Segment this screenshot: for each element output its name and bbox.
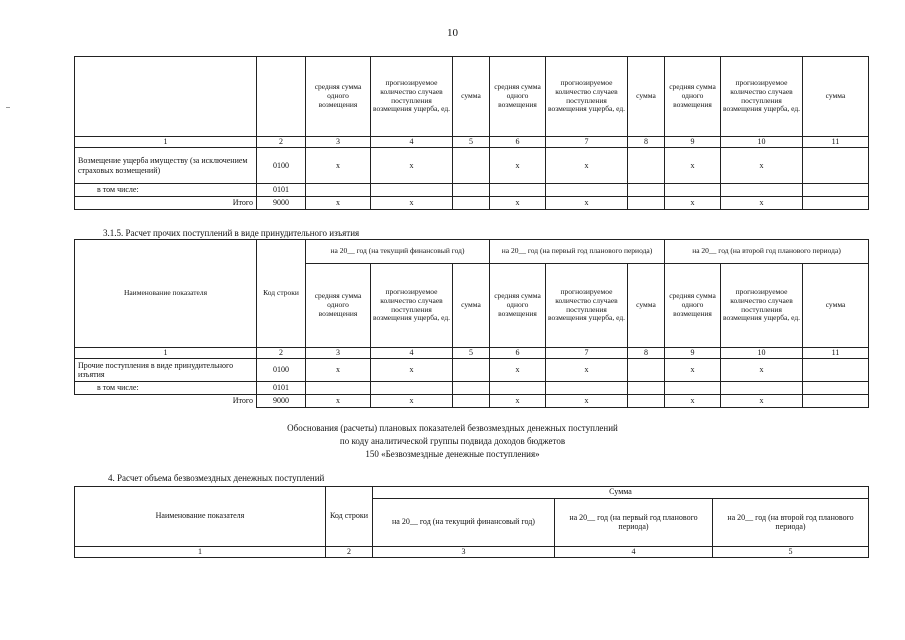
row-name: в том числе: xyxy=(75,382,257,395)
col-num: 4 xyxy=(371,137,453,148)
forecast-header: прогнозируемое количество случаев поступления возмещения ущерба, ед. xyxy=(371,264,453,348)
row-code: 0101 xyxy=(257,382,306,395)
col-num: 3 xyxy=(306,137,371,148)
sum-header: сумма xyxy=(453,57,490,137)
damage-compensation-table xyxy=(74,56,869,210)
row-name: Возмещение ущерба имуществу (за исключением страховых возмещений) xyxy=(75,148,257,184)
x-cell: x xyxy=(371,197,453,210)
x-cell: x xyxy=(665,395,721,408)
x-cell: x xyxy=(721,359,803,382)
row-code: 0100 xyxy=(257,359,306,382)
x-cell: x xyxy=(665,148,721,184)
col-num: 2 xyxy=(326,547,373,558)
header-blank xyxy=(257,57,306,137)
avg-header: средняя сумма одного возмещения xyxy=(490,57,546,137)
col-num: 1 xyxy=(75,348,257,359)
col-num: 10 xyxy=(721,137,803,148)
col-num: 1 xyxy=(75,547,326,558)
col-num: 3 xyxy=(373,547,555,558)
table-row xyxy=(75,382,869,395)
x-cell: x xyxy=(546,359,628,382)
total-label: Итого xyxy=(75,395,257,408)
column-number-row xyxy=(75,547,869,558)
col-num: 6 xyxy=(490,348,546,359)
x-cell: x xyxy=(546,395,628,408)
table-row xyxy=(75,184,869,197)
x-cell: x xyxy=(721,197,803,210)
col-num: 8 xyxy=(628,348,665,359)
column-number-row xyxy=(75,137,869,148)
col-num: 11 xyxy=(803,137,869,148)
x-cell: x xyxy=(490,395,546,408)
x-cell: x xyxy=(371,359,453,382)
sum-group-header: Сумма xyxy=(373,487,869,499)
x-cell: x xyxy=(721,148,803,184)
row-code: 0100 xyxy=(257,148,306,184)
x-cell: x xyxy=(490,148,546,184)
row-name: Прочие поступления в виде принудительного изъятия xyxy=(75,359,257,382)
col-num: 5 xyxy=(713,547,869,558)
period-second-plan-header: на 20__ год (на второй год планового периода) xyxy=(665,240,869,264)
col-num: 4 xyxy=(371,348,453,359)
forecast-header: прогнозируемое количество случаев поступления возмещения ущерба, ед. xyxy=(371,57,453,137)
code-header: Код строки xyxy=(257,240,306,348)
gratuitous-receipts-table xyxy=(74,486,869,558)
sum-header: сумма xyxy=(628,57,665,137)
col-num: 9 xyxy=(665,137,721,148)
forecast-header: прогнозируемое количество случаев поступления возмещения ущерба, ед. xyxy=(721,57,803,137)
avg-header: средняя сумма одного возмещения xyxy=(665,264,721,348)
avg-header: средняя сумма одного возмещения xyxy=(306,57,371,137)
period-second-plan-header: на 20__ год (на второй год планового периода) xyxy=(713,499,869,547)
section-4-title: 4. Расчет объема безвозмездных денежных поступлений xyxy=(108,473,325,483)
row-code: 9000 xyxy=(257,395,306,408)
x-cell: x xyxy=(306,197,371,210)
col-num: 3 xyxy=(306,348,371,359)
name-header: Наименование показателя xyxy=(75,487,326,547)
justification-line-3: 150 «Безвозмездные денежные поступления» xyxy=(365,449,540,459)
total-label: Итого xyxy=(75,197,257,210)
table-row-total xyxy=(75,395,869,408)
table-row xyxy=(75,148,869,184)
section-3-1-5-title: 3.1.5. Расчет прочих поступлений в виде принудительного изъятия xyxy=(103,228,360,238)
period-first-plan-header: на 20__ год (на первый год планового периода) xyxy=(490,240,665,264)
sum-header-row xyxy=(75,487,869,499)
forced-seizure-table xyxy=(74,239,869,408)
col-num: 1 xyxy=(75,137,257,148)
row-code: 0101 xyxy=(257,184,306,197)
period-first-plan-header: на 20__ год (на первый год планового периода) xyxy=(555,499,713,547)
col-num: 10 xyxy=(721,348,803,359)
x-cell: x xyxy=(306,395,371,408)
x-cell: x xyxy=(306,359,371,382)
col-num: 7 xyxy=(546,348,628,359)
x-cell: x xyxy=(371,148,453,184)
forecast-header: прогнозируемое количество случаев поступления возмещения ущерба, ед. xyxy=(546,264,628,348)
avg-header: средняя сумма одного возмещения xyxy=(306,264,371,348)
col-num: 5 xyxy=(453,137,490,148)
forecast-header: прогнозируемое количество случаев поступления возмещения ущерба, ед. xyxy=(546,57,628,137)
header-blank xyxy=(75,57,257,137)
period-current-header: на 20__ год (на текущий финансовый год) xyxy=(373,499,555,547)
sum-header: сумма xyxy=(803,264,869,348)
justification-line-2: по коду аналитической группы подвида доходов бюджетов xyxy=(339,436,566,446)
x-cell: x xyxy=(306,148,371,184)
col-num: 6 xyxy=(490,137,546,148)
sum-header: сумма xyxy=(453,264,490,348)
empty-cell xyxy=(803,148,869,184)
x-cell: x xyxy=(665,359,721,382)
name-header: Наименование показателя xyxy=(75,240,257,348)
col-num: 7 xyxy=(546,137,628,148)
col-num: 11 xyxy=(803,348,869,359)
avg-header: средняя сумма одного возмещения xyxy=(665,57,721,137)
col-num: 2 xyxy=(257,137,306,148)
justification-line-1: Обоснования (расчеты) плановых показателей безвозмездных денежных поступлений xyxy=(287,423,618,433)
margin-mark xyxy=(6,107,10,108)
x-cell: x xyxy=(490,197,546,210)
row-name: в том числе: xyxy=(75,184,257,197)
header-row xyxy=(75,57,869,137)
col-num: 8 xyxy=(628,137,665,148)
x-cell: x xyxy=(490,359,546,382)
table-row xyxy=(75,359,869,382)
avg-header: средняя сумма одного возмещения xyxy=(490,264,546,348)
col-num: 5 xyxy=(453,348,490,359)
col-num: 9 xyxy=(665,348,721,359)
empty-cell xyxy=(453,148,490,184)
empty-cell xyxy=(628,148,665,184)
page-number: 10 xyxy=(447,27,458,39)
x-cell: x xyxy=(371,395,453,408)
sum-header: сумма xyxy=(803,57,869,137)
code-header: Код строки xyxy=(326,487,373,547)
period-current-header: на 20__ год (на текущий финансовый год) xyxy=(306,240,490,264)
x-cell: x xyxy=(546,148,628,184)
column-number-row xyxy=(75,348,869,359)
row-code: 9000 xyxy=(257,197,306,210)
x-cell: x xyxy=(665,197,721,210)
col-num: 4 xyxy=(555,547,713,558)
sum-header: сумма xyxy=(628,264,665,348)
table-row-total xyxy=(75,197,869,210)
col-num: 2 xyxy=(257,348,306,359)
period-header-row xyxy=(75,240,869,264)
forecast-header: прогнозируемое количество случаев поступления возмещения ущерба, ед. xyxy=(721,264,803,348)
x-cell: x xyxy=(546,197,628,210)
x-cell: x xyxy=(721,395,803,408)
